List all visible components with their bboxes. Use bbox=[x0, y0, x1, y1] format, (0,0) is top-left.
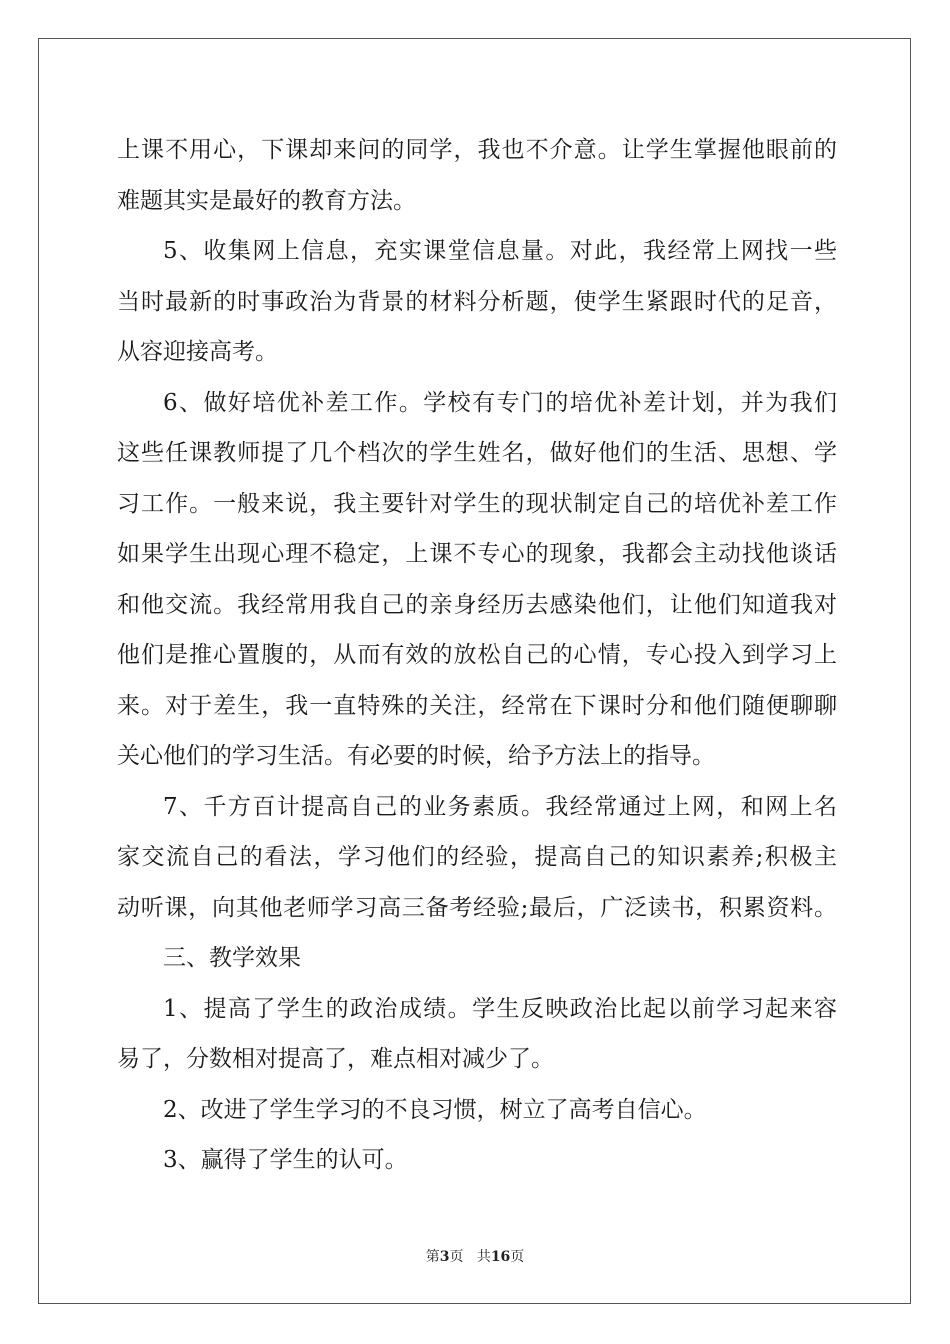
text-line: 从容迎接高考。 bbox=[117, 339, 278, 365]
footer-total-prefix: 共 bbox=[476, 1249, 491, 1265]
text-line: 当时最新的时事政治为背景的材料分析题，使学生紧跟时代的足音， bbox=[117, 288, 837, 315]
text-line: 这些任课教师提了几个档次的学生姓名，做好他们的生活、思想、学 bbox=[117, 440, 837, 466]
text-line: 如果学生出现心理不稳定，上课不专心的现象，我都会主动找他谈话 bbox=[117, 541, 837, 567]
text-line: 动听课，向其他老师学习高三备考经验;最后，广泛读书，积累资料。 bbox=[117, 894, 837, 921]
text-line: 5、收集网上信息，充实课堂信息量。对此，我经常上网找一些 bbox=[163, 238, 837, 264]
footer-page-suffix: 页 bbox=[449, 1249, 464, 1265]
page-footer bbox=[0, 1246, 950, 1266]
text-line: 习工作。一般来说，我主要针对学生的现状制定自己的培优补差工作 bbox=[117, 490, 837, 517]
document-body bbox=[117, 125, 837, 1186]
text-line: 来。对于差生，我一直特殊的关注，经常在下课时分和他们随便聊聊 bbox=[117, 692, 837, 719]
text-line: 易了，分数相对提高了，难点相对减少了。 bbox=[117, 1046, 554, 1072]
text-line: 他们是推心置腹的，从而有效的放松自己的心情，专心投入到学习上 bbox=[117, 642, 837, 668]
text-line: 2、改进了学生学习的不良习惯，树立了高考自信心。 bbox=[163, 1096, 707, 1123]
text-line: 7、千方百计提高自己的业务素质。我经常通过上网，和网上名 bbox=[163, 793, 837, 820]
text-line: 和他交流。我经常用我自己的亲身经历去感染他们，让他们知道我对 bbox=[117, 591, 837, 618]
text-line: 上课不用心，下课却来问的同学，我也不介意。让学生掌握他眼前的 bbox=[117, 137, 837, 163]
text-line: 家交流自己的看法，学习他们的经验，提高自己的知识素养;积极主 bbox=[117, 844, 837, 870]
text-line: 3、赢得了学生的认可。 bbox=[163, 1147, 408, 1173]
page-number: 3 bbox=[439, 1249, 450, 1265]
footer-total-suffix: 页 bbox=[510, 1249, 525, 1265]
total-pages: 16 bbox=[490, 1249, 511, 1265]
text-line: 三、教学效果 bbox=[163, 945, 301, 971]
text-line: 关心他们的学习生活。有必要的时候，给予方法上的指导。 bbox=[117, 743, 715, 769]
text-line: 难题其实是最好的教育方法。 bbox=[117, 187, 416, 214]
text-line: 6、做好培优补差工作。学校有专门的培优补差计划，并为我们 bbox=[163, 389, 837, 416]
text-line: 1、提高了学生的政治成绩。学生反映政治比起以前学习起来容 bbox=[163, 995, 837, 1022]
footer-prefix: 第 bbox=[425, 1249, 440, 1265]
